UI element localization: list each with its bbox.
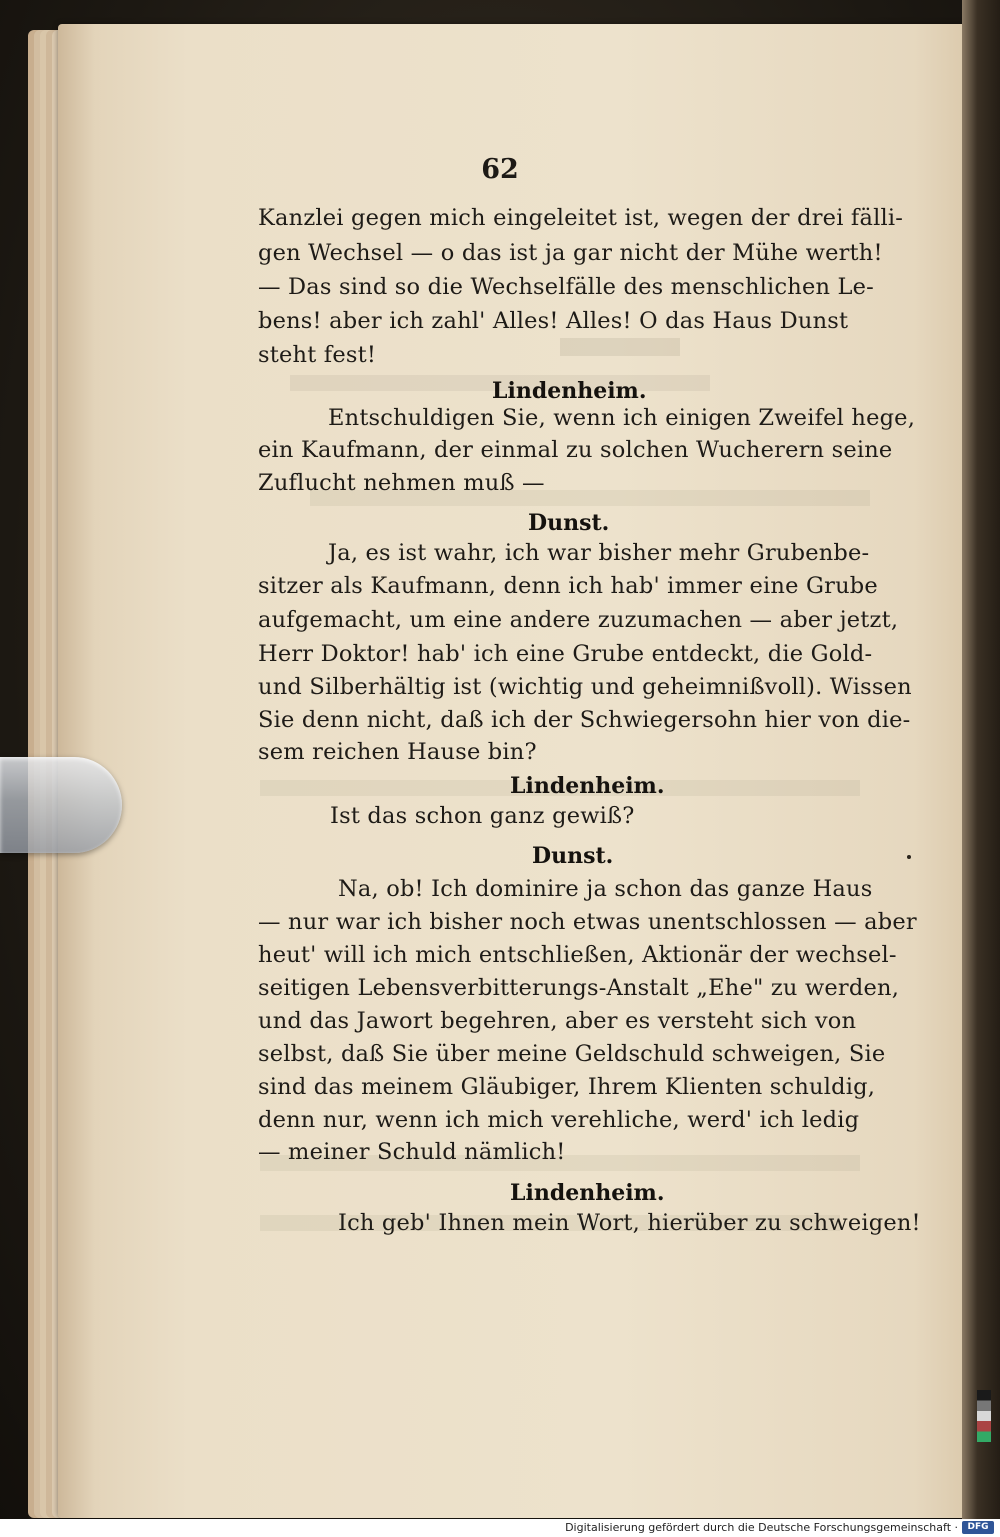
text-line: ein Kaufmann, der einmal zu solchen Wucherern seine — [258, 437, 893, 463]
dfg-logo: DFG — [962, 1521, 994, 1534]
speaker-name: Lindenheim. — [510, 1180, 665, 1206]
text-line: sitzer als Kaufmann, denn ich hab' immer eine Grube — [258, 573, 878, 599]
text-line: Ja, es ist wahr, ich war bisher mehr Grubenbe- — [328, 540, 870, 566]
text-line: — nur war ich bisher noch etwas unentschlossen — aber — [258, 909, 917, 935]
text-line: Na, ob! Ich dominire ja schon das ganze Haus — [338, 876, 873, 902]
text-line: Zuflucht nehmen muß — — [258, 470, 545, 496]
page-clip — [0, 757, 122, 853]
text-line: sind das meinem Gläubiger, Ihrem Klienten schuldig, — [258, 1074, 876, 1100]
text-line: heut' will ich mich entschließen, Aktionär der wechsel- — [258, 942, 897, 968]
text-line: gen Wechsel — o das ist ja gar nicht der Mühe werth! — [258, 240, 883, 266]
text-line: selbst, daß Sie über meine Geldschuld schweigen, Sie — [258, 1041, 886, 1067]
color-calibration-strip — [977, 1390, 991, 1442]
page-number: 62 — [481, 154, 519, 185]
text-line: Ist das schon ganz gewiß? — [330, 803, 635, 829]
ink-speck — [907, 855, 911, 859]
text-line: bens! aber ich zahl' Alles! Alles! O das Haus Dunst — [258, 308, 849, 334]
text-line: Kanzlei gegen mich eingeleitet ist, wegen der drei fälli- — [258, 205, 904, 231]
text-line: aufgemacht, um eine andere zuzumachen — aber jetzt, — [258, 607, 899, 633]
text-line: Herr Doktor! hab' ich eine Grube entdeckt, die Gold- — [258, 641, 873, 667]
bleed-through-mark — [560, 338, 680, 356]
text-line: Ich geb' Ihnen mein Wort, hierüber zu schweigen! — [338, 1210, 921, 1236]
text-line: und das Jawort begehren, aber es versteht sich von — [258, 1008, 857, 1034]
text-line: seitigen Lebensverbitterungs-Anstalt „Ehe" zu werden, — [258, 975, 900, 1001]
text-line: Sie denn nicht, daß ich der Schwiegersohn hier von die- — [258, 707, 911, 733]
text-line: sem reichen Hause bin? — [258, 739, 537, 765]
text-line: und Silberhältig ist (wichtig und geheimnißvoll). Wissen — [258, 674, 912, 700]
binding-shadow — [962, 0, 1000, 1537]
speaker-name: Lindenheim. — [492, 378, 647, 404]
speaker-name: Dunst. — [532, 843, 614, 869]
text-line: steht fest! — [258, 342, 377, 368]
text-line: — Das sind so die Wechselfälle des menschlichen Le- — [258, 274, 874, 300]
text-line: denn nur, wenn ich mich verehliche, werd' ich ledig — [258, 1107, 860, 1133]
text-line: — meiner Schuld nämlich! — [258, 1139, 566, 1165]
speaker-name: Dunst. — [528, 510, 610, 536]
text-line: Entschuldigen Sie, wenn ich einigen Zweifel hege, — [328, 405, 916, 431]
footer-credit: Digitalisierung gefördert durch die Deutsche Forschungsgemeinschaft · — [565, 1521, 958, 1534]
speaker-name: Lindenheim. — [510, 773, 665, 799]
